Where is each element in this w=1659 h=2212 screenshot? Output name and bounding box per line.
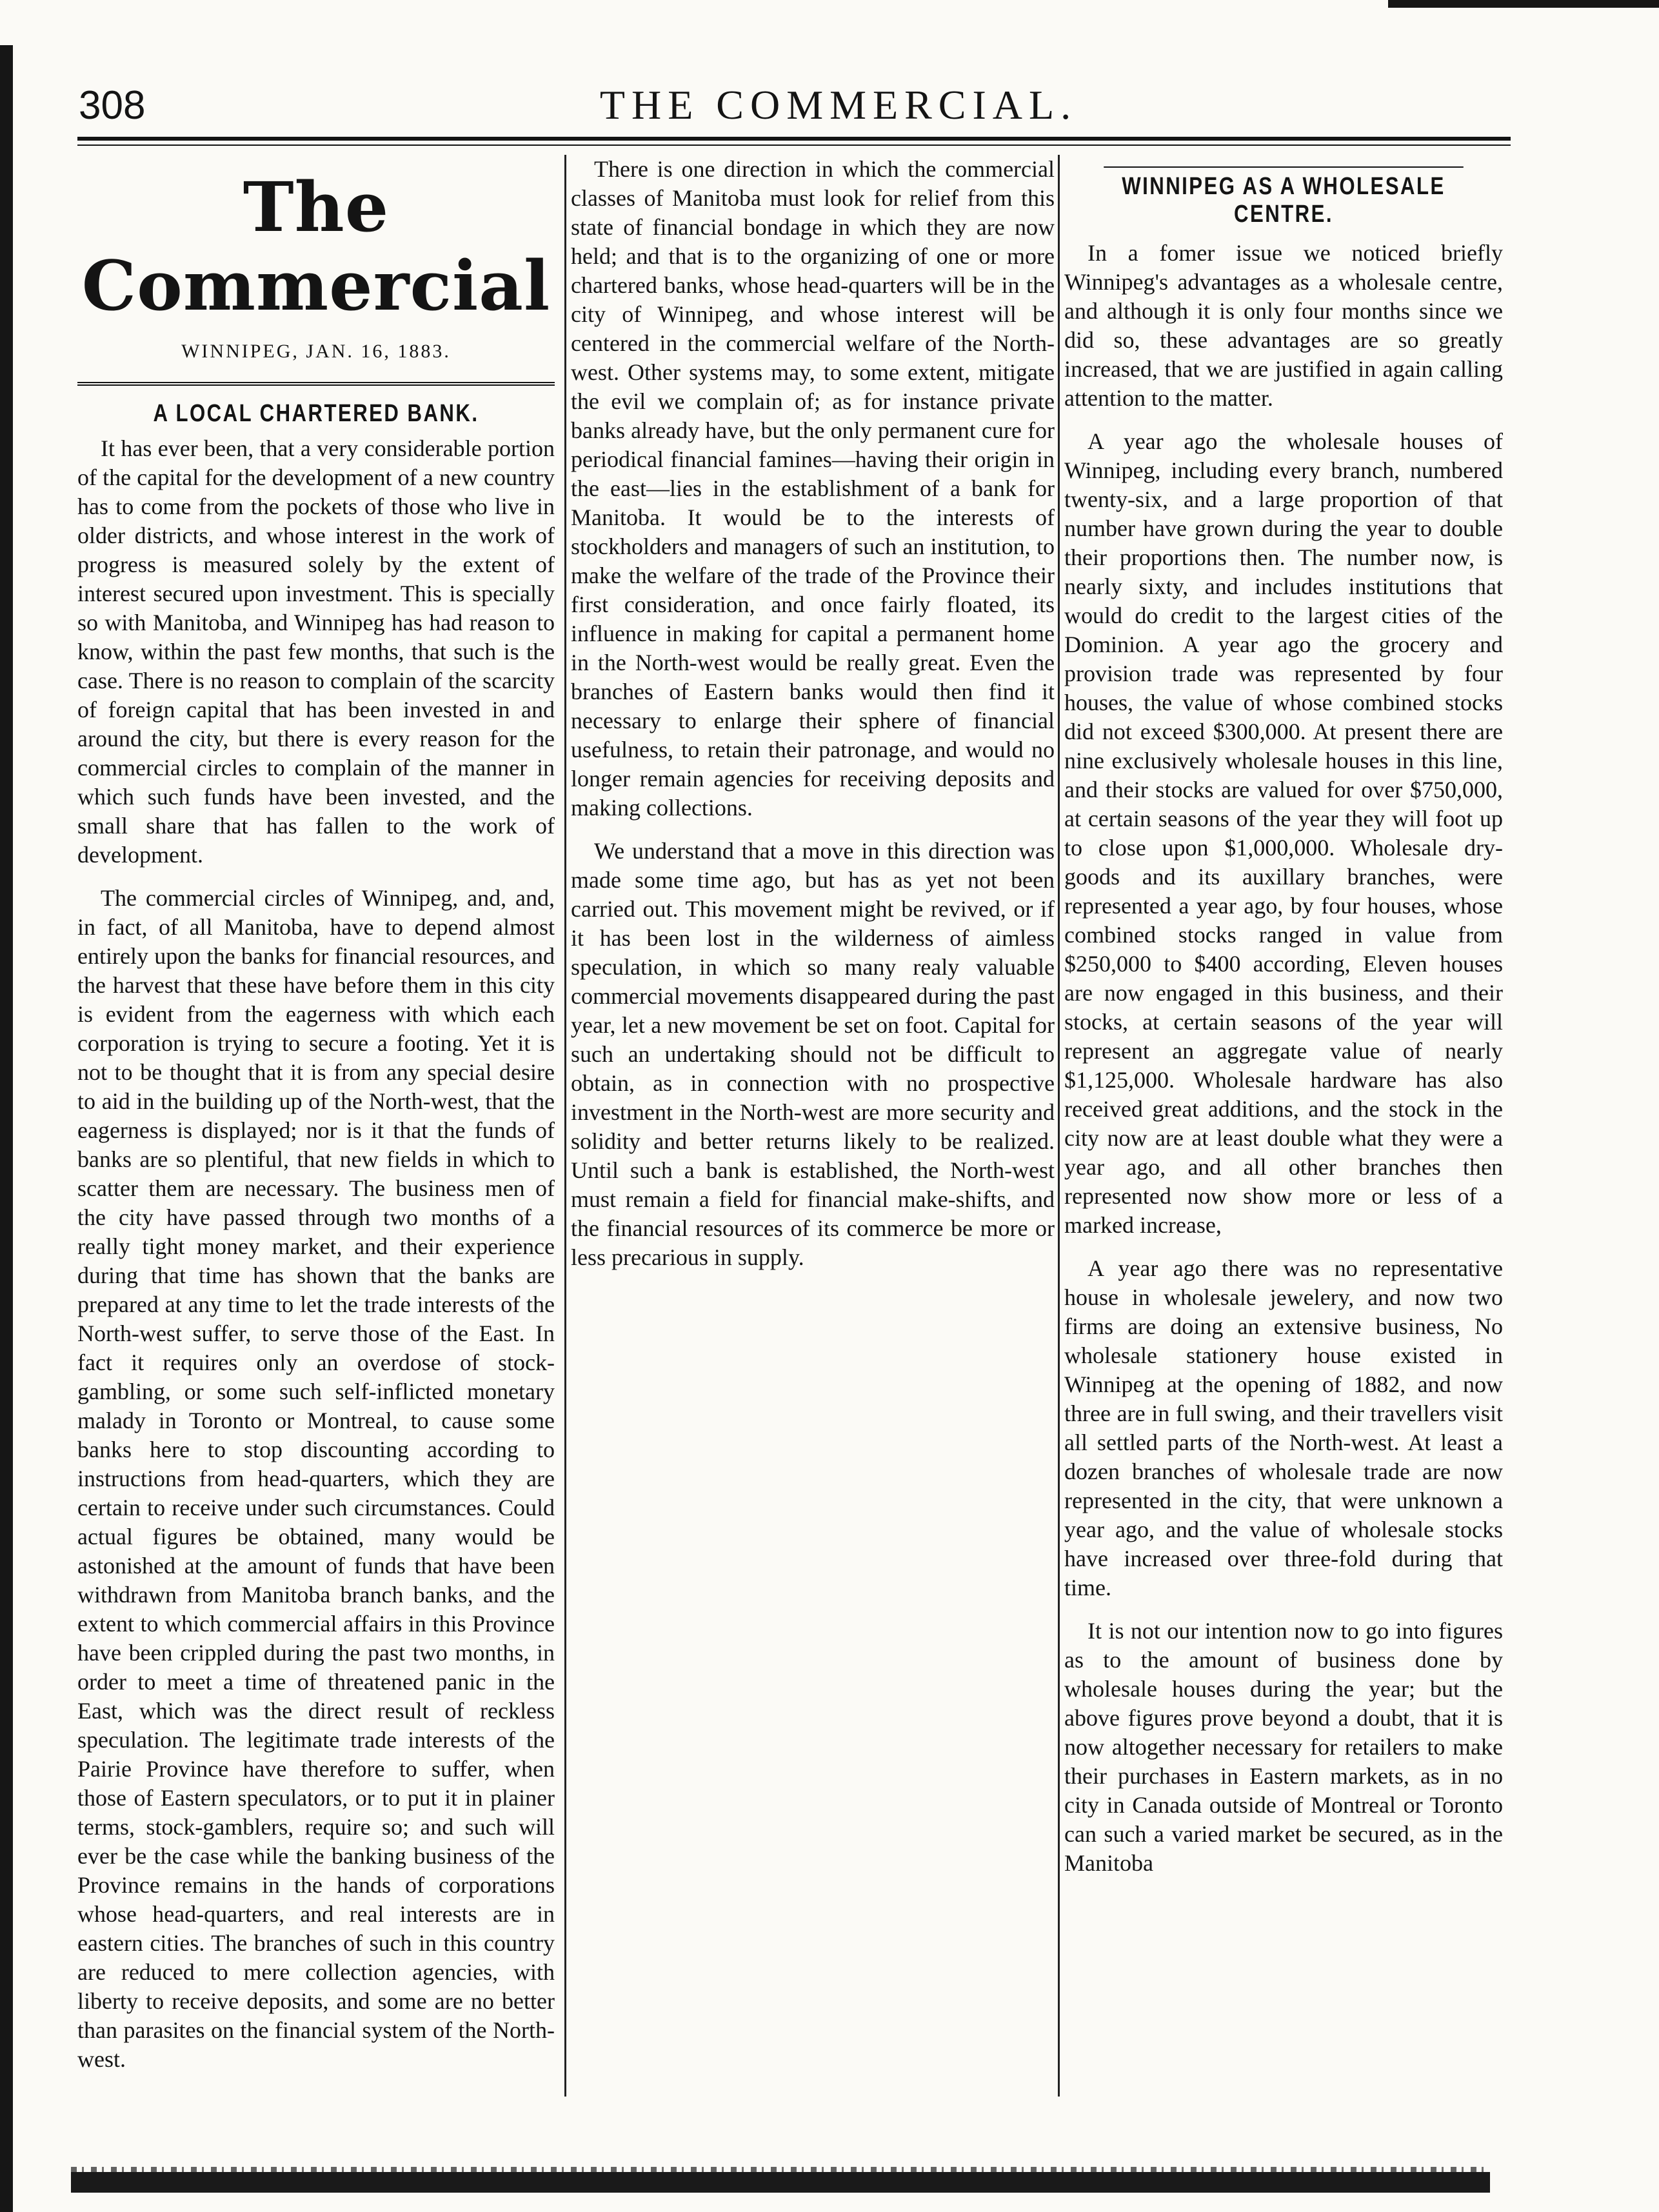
header-rule-thin [77, 144, 1511, 146]
article-paragraph: There is one direction in which the commercial classes of Manitoba must look for relief from this state of financial bondage in which they are now held; and that is to the organizing of one or more chartered banks, whose head-quarters will be in the city of Winnipeg, and whose interest will be centered in the commercial welfare of the North-west. Other systems may, to some extent, mitigate the evil we complain of; as for instance private banks already have, but the only permanent cure for periodical financial famines—having their origin in the east—lies in the establishment of a bank for Manitoba. It would be to the interests of stockholders and managers of such an institution, to make the welfare of the trade of the Province their first consideration, and once fairly floated, its influence in making for capital a permanent home in the North-west would be really great. Even the branches of Eastern banks would then find it necessary to enlarge their sphere of financial usefulness, to retain their patronage, and would no longer remain agencies for receiving deposits and making collections. [571, 156, 1055, 821]
column-3 [1064, 155, 1503, 2090]
article-paragraph: In a fomer issue we noticed briefly Winnipeg's advantages as a wholesale centre, and although it is only four months since we did so, these advantages are so greatly increased, that we are justified in again calling attention to the matter. [1064, 240, 1503, 411]
page-number: 308 [79, 83, 146, 128]
article-paragraph: It is not our intention now to go into figures as to the amount of business done by wholesale houses during the year; but the above figures prove beyond a doubt, that it is now altogether necessary for retailers to make their purchases in Eastern markets, as in no city in Canada outside of Montreal or Toronto can such a varied market be secured, as in the Manitoba [1064, 1618, 1503, 1876]
column-2 [571, 155, 1055, 2090]
scan-edge-top [1388, 0, 1659, 8]
article-paragraph: A year ago the wholesale houses of Winnipeg, including every branch, numbered twenty-six, and a large proportion of that number have grown during the year to double their proportions then. The number now, is nearly sixty, and includes institutions that would do credit to the largest cities of the Dominion. A year ago the grocery and provision trade was represented by four houses, the value of whose combined stocks did not exceed $300,000. At present there are nine exclusively wholesale houses in this line, and their stocks are valued for over $750,000, at certain seasons of the year they will foot up to close upon $1,000,000. Wholesale dry-goods and its auxillary branches, were represented a year ago, by four houses, whose combined stocks ranged in value from $250,000 to $400 according, Eleven houses are now engaged in this business, and their stocks, at certain seasons of the year will represent an aggregate value of nearly $1,125,000. Wholesale hardware has also received great additions, and the stock in the city now are at least double what they were a year ago, and all other branches then represented now show more or less of a marked increase, [1064, 428, 1503, 1238]
masthead-title: The Commercial [81, 166, 551, 326]
article-paragraph: The commercial circles of Winnipeg, and, and, in fact, of all Manitoba, have to depend almost entirely upon the banks for financial resources, and the harvest that these have before them in this city is evident from the eagerness with which each corporation is trying to secure a footing. Yet it is not to be thought that it is from any special desire to aid in the building up of the North-west, that the eagerness is displayed; nor is it that the funds of banks are so plentiful, that new fields in which to scatter them are necessary. The business men of the city have passed through two months of a really tight money market, and their experience during that time has shown that the banks are prepared at any time to let the trade interests of the North-west suffer, to serve those of the East. In fact it requires only an overdose of stock-gambling, or some such self-inflicted monetary malady in Toronto or Montreal, to cause some banks here to stop discounting according to instructions from head-quarters, which they are certain to receive under such circumstances. Could actual figures be obtained, many would be astonished at the amount of funds that have been withdrawn from Manitoba branch banks, and the extent to which commercial affairs in this Province have been crippled during the past two months, in order to meet a time of threatened panic in the East, which was the direct result of reckless speculation. The legitimate trade interests of the Pairie Province have therefore to suffer, when those of Eastern speculators, or to put it in plainer terms, stock-gamblers, require so; and such will ever be the case while the banking business of the Province remains in the hands of corporations whose head-quarters, and real interests are in eastern cities. The branches of such in this country are reduced to mere collection agencies, with liberty to receive deposits, and some are no better than parasites on the financial system of the North-west. [77, 884, 555, 2072]
article-paragraph: A year ago there was no representative house in wholesale jewelery, and now two firms are doing an extensive business, No wholesale stationery house existed in Winnipeg at the opening of 1882, and now three are in full swing, and their travellers visit all settled parts of the North-west. At least a dozen branches of wholesale trade are now represented in the city, that were unknown a year ago, and the value of wholesale stocks have increased over three-fold during that time. [1064, 1255, 1503, 1600]
column-1 [77, 155, 555, 2090]
scan-edge-left [0, 45, 13, 2212]
dateline: WINNIPEG, JAN. 16, 1883. [77, 341, 555, 386]
header-rule [77, 137, 1511, 141]
headline-wholesale-centre: WINNIPEG AS A WHOLESALE CENTRE. [1104, 166, 1464, 228]
running-title: THE COMMERCIAL. [599, 82, 1078, 128]
column-divider-1 [564, 155, 566, 2097]
column-divider-2 [1058, 155, 1060, 2097]
scan-edge-bottom [71, 2172, 1490, 2193]
headline-local-chartered-bank: A LOCAL CHARTERED BANK. [153, 399, 479, 427]
article-paragraph: It has ever been, that a very considerable portion of the capital for the development of a new country has to come from the pockets of those who live in older districts, and whose interest in the work of progress is measured solely by the extent of interest secured upon investment. This is specially so with Manitoba, and Winnipeg has had reason to know, within the past few months, that such is the case. There is no reason to complain of the scarcity of foreign capital that has been invested in and around the city, but there is every reason for the commercial circles to complain of the manner in which such funds have been invested, and the small share that has fallen to the work of development. [77, 435, 555, 868]
article-paragraph: We understand that a move in this direction was made some time ago, but has as yet not been carried out. This movement might be revived, or if it has been lost in the wilderness of aimless speculation, in which so many realy valuable commercial movements disappeared during the past year, let a new movement be set on foot. Capital for such an undertaking should not be difficult to obtain, as in connection with no prospective investment in the North-west are more security and solidity and better returns likely to be realized. Until such a bank is established, the North-west must remain a field for financial make-shifts, and the financial resources of its commerce be more or less precarious in supply. [571, 838, 1055, 1270]
